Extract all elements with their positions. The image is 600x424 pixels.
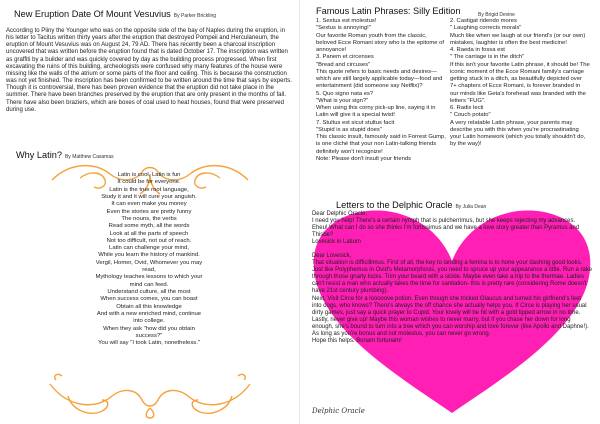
poem-why-latin [44, 172, 254, 348]
article-byline: By Parker Brickling [173, 13, 217, 19]
poem-line: Vergil, Homer, Ovid, Whomever you may [95, 259, 203, 266]
phrase-line: This quote refers to basic needs and desires—which are still largely applicable today—food and entertainment (did someone say Netflix)? [316, 68, 443, 90]
article-byline: By Julia Dean [455, 204, 487, 210]
article-title-latin-phrases: Famous Latin Phrases: Silly Edition [316, 6, 461, 16]
poem-line: Look at all the parts of speech [109, 230, 189, 237]
poem-line: When they ask "how did you obtain [103, 325, 195, 332]
poem-line: Understand culture, all the most [107, 289, 191, 295]
letter-paragraph: Dear Delphic Oracle, I need you help! There's a certain nymph that is pulcherrimus, but she keeps rejecting my advances. Eheu! What can I do so she thinks I'm fortissimus and we have a love story greater than Pyramus and Thisbe? Lovesick in Latium [312, 211, 580, 246]
article-title-vesuvius: New Eruption Date Of Mount Vesuvius By Parker Brickling [14, 9, 217, 19]
poem-line: Mythology teaches lessons to which your [95, 274, 203, 281]
article-title-why-latin: Why Latin? By Matthew Casamas [16, 150, 114, 160]
letter-paragraph: Dear Lovesick, That situation is difficillimus. First of all, the key to landing a femina is to hone your dashing good looks. Just like Polyphemus in Ovid's Metamorphosis, you need to spruce up your appearance a little. Run a rake through those gnarly locks. Trim your beard with a sickle. Maybe even take a trip to the thermae. Ladies can't resist a man who actually takes the time for sanitation- this is pretty rare (considering Rome doesn't have 21st century plumbing). Next, Visit Circe for a looooove potion. Even though she tricked Glaucus and turned his girlfriend's feet into dogs, who knows? There's always the off chance she actually helps you. If Circe is playing her usual dirty games, just say a quick prayer to Cupid. Your lovely will be hit with a gold tipped arrow in no time. Lastly, never give up! Maybe this woman wishes to never marry, but if you chase her down for long enough, she's bound to turn into a tree which you can worship and love forever (like Apollo and Daphne!). As long as you're bonus and not molestus, you can never go wrong. Hope this helps. Bonam fortunam! [312, 253, 593, 344]
phrase-line: If this isn't your favorite Latin phrase, it should be! The iconic moment of the Ecce Romani family's carriage getting stuck in a ditch, as beautifully depicted over 7+ chapters of Ecce Romani, is forever branded in our minds like Geta's forehead was branded with the letters "FUG". [450, 61, 590, 104]
phrase-line: "Stupid is as stupid does" [316, 126, 382, 133]
poem-line: Study it and it will cure your anguish. [101, 193, 197, 200]
poem-line: The nouns, the verbs [121, 215, 177, 222]
right-page [300, 0, 600, 424]
poem-line: And with a new enriched mind, continue [96, 310, 202, 317]
poem-line: read, [142, 267, 156, 274]
phrase-line: 4. Raeda in fossa est [450, 47, 505, 53]
poem-line: Obtain all this knowledge [116, 303, 182, 310]
phrase-line: "Sextus is annoying!" [316, 25, 371, 32]
poem-line: It could be for everyone. [117, 179, 181, 186]
poem-line: Latin can challenge your mind, [109, 245, 189, 252]
swirl-ornament-icon [48, 372, 252, 420]
poem-line: Even the stories are pretty funny [106, 208, 192, 215]
phrase-line: 7. Stultus est sicut stultus facit [316, 119, 395, 126]
poem-line: When success comes, you can boast [100, 296, 198, 303]
oracle-letters [312, 211, 592, 352]
signature: Delphic Oracle [312, 407, 365, 415]
phrase-line: Much like when we laugh at our friend's (or our own) mistakes, laughter is often the best medicine! [450, 32, 586, 46]
article-body-vesuvius: According to Pliny the Younger who was on the opposite side of the bay of Naples during the eruption, in his letter to Tacitus written thirty years after the eruption that destroyed Pompeii and Herculaneum, the eruption of Mount Vesuvius was on August 24, 79 AD. There has recently been a charcoal inscription uncovered that was written before the eruption found that is dated October 17. The inscription was written as graffiti by a builder and was quickly covered by day as the building process progressed. When first excavating the ruins of this building, archeologists were confused why many features of the house were missing like the walls of the atrium or some parts of the floor and ceiling. This is because the construction was not yet finished. The inscription has been confirmed to be written around the time that says by experts. Though it is controversial, there has been proven evidence that the eruption did not take place in the summer. There have been branches preserved by the eruption that are only present in the months of fall. There have also been braziers, which are boxes of coal used to heat houses, found that were preserved during use. [6, 28, 292, 113]
phrase-line: 5. Quo signo nata es? [316, 90, 374, 97]
article-byline: By Matthew Casamas [64, 154, 114, 160]
phrase-line: "What is your sign?" [316, 97, 369, 104]
phrase-line: "Bread and circuses" [316, 61, 371, 68]
poem-line: into college. [133, 318, 165, 325]
phrase-line: " The carriage is in the ditch" [450, 54, 525, 61]
article-byline: By Brigid Devine [478, 12, 515, 18]
poem-line: Read some myth, all the words [108, 223, 190, 230]
phrase-line: This classic insult, famously said in Forrest Gump, is one cliché that your non Latin-talking friends definitely won't recognize! [316, 134, 446, 155]
poem-line: mind can feed. [129, 281, 169, 288]
phrase-line: 1. Sextus est molestus! [316, 18, 377, 24]
phrase-line: When using this corny pick-up line, saying it in Latin will give it a special twist! [316, 105, 436, 119]
poem-line: While you learn the history of mankind. [98, 252, 200, 259]
phrases-left-column [316, 18, 446, 163]
article-title-delphic-oracle: Letters to the Delphic Oracle By Julia Dean [336, 200, 487, 210]
poem-line: Not too difficult, not out of reach. [106, 237, 192, 244]
phrases-right-column [450, 18, 590, 149]
phrase-line: 6. Radix lecti [450, 105, 484, 111]
phrase-line: 3. Panem et circenses [316, 54, 374, 61]
poem-line: It can even make you money [111, 201, 187, 208]
phrase-line: " Couch potato" [450, 112, 491, 119]
poem-line: success?" [135, 332, 163, 339]
phrase-line: A very relatable Latin phrase, your parents may describe you with this when you're procrastinating your Latin homework (which you totally shouldn't do, by the way)! [450, 119, 586, 148]
phrase-line: " Laughing corrects morals" [450, 25, 522, 32]
poem-line: You will say "I took Latin, nonetheless." [98, 340, 200, 347]
phrase-line: Our favorite Roman youth from the classic, beloved Ecce Romani story who is the epitome of annoyance! [316, 32, 444, 53]
phrase-line: Note: Please don't insult your friends [316, 155, 411, 162]
phrase-line: 2. Castigat ridendo mores [450, 18, 517, 24]
poem-line: Latin is cool, Latin is fun [117, 172, 181, 178]
poem-line: Latin is the true root language, [109, 186, 189, 193]
